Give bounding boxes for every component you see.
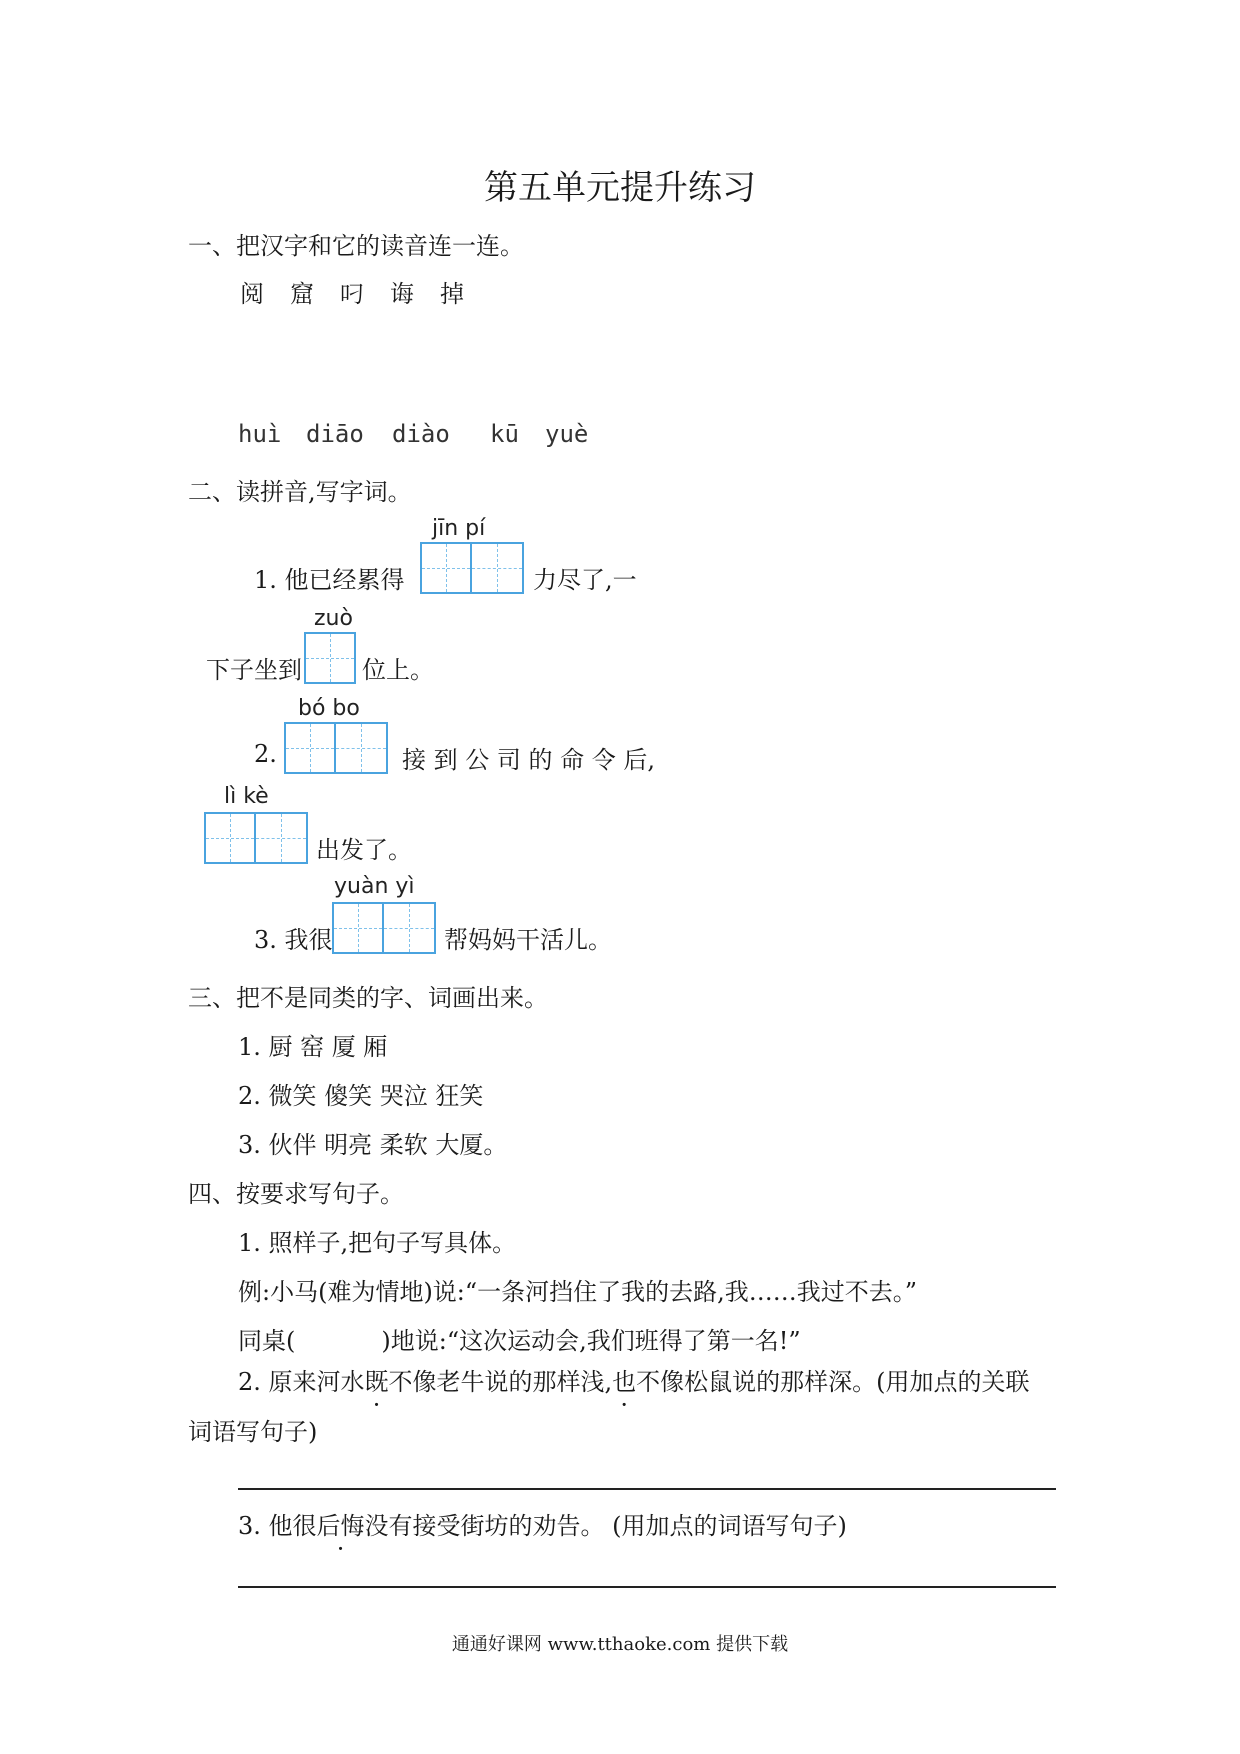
example-sentence: 例:小马(难为情地)说:“一条河挡住了我的去路,我……我过不去。”: [238, 1278, 918, 1306]
answer-line[interactable]: [238, 1488, 1056, 1490]
question-text: 2.: [254, 740, 277, 768]
list-item: 3. 伙伴 明亮 柔软 大厦。: [238, 1131, 508, 1159]
writing-box[interactable]: [472, 542, 524, 594]
question-text-continued: 词语写句子): [188, 1418, 318, 1446]
dotted-word: 也: [612, 1368, 637, 1396]
question-text: 出发了。: [316, 836, 412, 864]
fill-in-sentence: [238, 1321, 801, 1356]
question-title: 1. 照样子,把句子写具体。: [238, 1229, 517, 1257]
char-item: 诲: [390, 280, 414, 308]
question-text: 位上。: [362, 656, 434, 684]
writing-box[interactable]: [420, 542, 472, 594]
q3-part: 3. 他很: [238, 1512, 317, 1540]
fill-post: )地说:“这次运动会,我们班得了第一名!”: [381, 1327, 801, 1355]
writing-grid[interactable]: [332, 902, 436, 954]
question-text: 3. 我很: [254, 926, 333, 954]
writing-box[interactable]: [304, 632, 356, 684]
section-4-heading: 四、按要求写句子。: [188, 1180, 404, 1208]
pinyin-hint: lì kè: [224, 784, 269, 809]
pinyin-item: huì: [238, 420, 282, 448]
char-item: 窟: [290, 280, 314, 308]
list-item: 2. 微笑 傻笑 哭泣 狂笑: [238, 1082, 484, 1110]
pinyin-item: diào: [392, 420, 450, 448]
writing-box[interactable]: [256, 812, 308, 864]
writing-grid[interactable]: [284, 722, 388, 774]
pinyin-item: kū: [490, 420, 519, 448]
writing-box[interactable]: [284, 722, 336, 774]
section-2-heading: 二、读拼音,写字词。: [188, 478, 412, 506]
fill-pre: 同桌(: [238, 1327, 296, 1355]
pinyin-item: yuè: [545, 420, 589, 448]
question-text: 接 到 公 司 的 命 令 后,: [402, 746, 656, 774]
q3-part: 没有接受街坊的劝告。 (用加点的词语写句子): [364, 1512, 847, 1540]
dotted-word: 后悔: [316, 1512, 365, 1540]
writing-box[interactable]: [336, 722, 388, 774]
q2-part: 不像老牛说的那样浅,: [388, 1368, 613, 1396]
pinyin-hint: bó bo: [298, 696, 360, 721]
writing-grid[interactable]: [304, 632, 356, 684]
footer-text: 通通好课网 www.tthaoke.com 提供下载: [451, 1634, 789, 1655]
section-1-heading: 一、把汉字和它的读音连一连。: [188, 232, 524, 260]
question-text: 1. 他已经累得: [254, 566, 405, 594]
pinyin-hint: jīn pí: [432, 516, 486, 541]
char-item: 阅: [240, 280, 264, 308]
question-text: [238, 1362, 1030, 1397]
writing-box[interactable]: [384, 902, 436, 954]
answer-line[interactable]: [238, 1586, 1056, 1588]
pinyin-hint: yuàn yì: [334, 874, 415, 899]
question-text: 力尽了,一: [533, 566, 637, 594]
char-item: 掉: [440, 280, 464, 308]
section-3-heading: 三、把不是同类的字、词画出来。: [188, 984, 548, 1012]
writing-box[interactable]: [204, 812, 256, 864]
char-item: 叼: [340, 280, 364, 308]
writing-grid[interactable]: [420, 542, 524, 594]
q2-part: 不像松鼠说的那样深。(用加点的关联: [636, 1368, 1030, 1396]
question-text: 帮妈妈干活儿。: [444, 926, 612, 954]
pinyin-hint: zuò: [314, 606, 353, 631]
q2-part: 2. 原来河水: [238, 1368, 365, 1396]
pinyin-item: diāo: [306, 420, 364, 448]
question-text: 下子坐到: [206, 656, 302, 684]
writing-box[interactable]: [332, 902, 384, 954]
writing-grid[interactable]: [204, 812, 308, 864]
page-title: 第五单元提升练习: [484, 168, 756, 208]
question-text: [238, 1506, 847, 1541]
dotted-word: 既: [364, 1368, 389, 1396]
list-item: 1. 厨 窑 厦 厢: [238, 1033, 388, 1061]
character-row: [240, 274, 490, 309]
